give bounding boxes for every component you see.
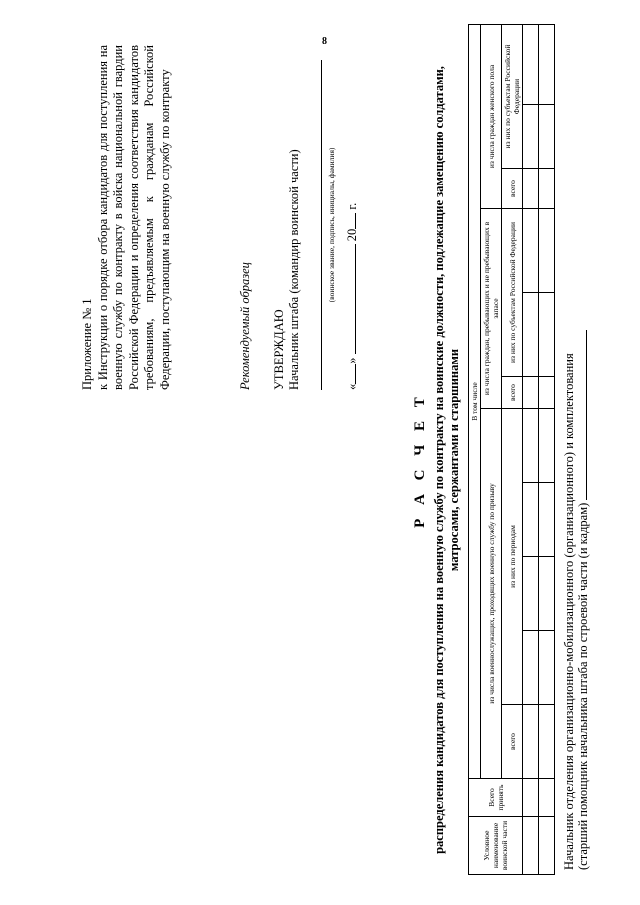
appendix-number: Приложение № 1 [80,298,94,390]
table-cell [523,377,539,409]
table-cell [539,631,555,705]
table-cell [539,483,555,557]
date-century: 20 [345,228,359,242]
header-women-subjects: из них по субъектам Российской Федерации [502,25,523,169]
calculation-table [468,24,555,875]
signature-line-1: Начальник отделения организационно-мобилизационного (организационного) и комплектования [562,353,576,870]
table-cell [523,169,539,209]
table-cell [539,705,555,779]
date-close-quote: » [345,357,359,364]
table-cell [523,409,539,483]
table-cell [539,293,555,377]
approval-signature-caption: (воинское звание, подпись, инициалы, фамилия) [327,147,336,303]
table-cell [539,105,555,169]
document-subtitle: распределения кандидатов для поступления на военную службу по контракту на воинские должности, подлежащие замещению солдатами, матросами, сержантами и старшинами [432,66,461,854]
header-including: В том числе [469,25,481,779]
signature-block [562,40,590,870]
signature-line-2: (старший помощник начальника штаба по строевой части (и кадрам) [576,502,590,870]
date-day-blank [355,364,356,384]
approval-heading: УТВЕРЖДАЮ [272,309,286,390]
date-month-blank [355,244,356,354]
table-cell [523,483,539,557]
date-year-blank [355,213,356,229]
table-cell [539,779,555,817]
header-unit-name: Условное наименование воинской части [469,817,523,875]
table-cell [539,377,555,409]
approval-position: Начальник штаба (командир воинской части) [287,149,301,390]
table-cell [523,209,539,293]
table-cell [523,293,539,377]
appendix-text: к Инструкции о порядке отбора кандидатов для поступления на военную службу по контракту в войска национальной гвардии Российской Федерации и определения соответствия кандидатов требованиям, предъявляемым к гражданам Российской Федерации, поступающим на военную службу по контракту [95,45,172,390]
table-cell [539,557,555,631]
document-sheet [40,30,600,890]
table-row [523,25,539,875]
header-citizens-all: всего [502,377,523,409]
table-cell [539,209,555,293]
signature-blank-line [586,330,587,500]
approval-signature-line [302,60,322,390]
date-year-suffix: г. [345,202,359,210]
header-women-all: всего [502,169,523,209]
approval-block [272,45,360,390]
table-cell [539,169,555,209]
table-cell [539,409,555,483]
approval-date-row [345,45,360,390]
header-total: Всего принять [469,779,523,817]
table-cell [523,557,539,631]
table-cell [523,105,539,169]
table-row [539,25,555,875]
table-cell [523,631,539,705]
header-conscripts-periods: из них по периодам [502,409,523,705]
table-cell [539,25,555,105]
page-number: 8 [322,36,327,47]
table-cell [539,817,555,875]
header-citizens-subjects: из них по субъектам Российской Федерации [502,209,523,377]
header-conscripts-group: из числа военнослужащих, проходящих военную службу по призыву [481,409,502,779]
document-title: Р А С Ч Е Т [412,392,428,528]
header-citizens-group: из числа граждан, пребывающих и не пребывающих в запасе [481,209,502,409]
appendix-block [80,45,173,390]
header-women-group: из числа граждан женского пола [481,25,502,209]
recommended-sample-label: Рекомендуемый образец [238,262,252,390]
table-cell [523,25,539,105]
table-cell [523,779,539,817]
header-conscripts-all: всего [502,705,523,779]
date-open-quote: « [345,383,359,390]
table-cell [523,817,539,875]
table-cell [523,705,539,779]
